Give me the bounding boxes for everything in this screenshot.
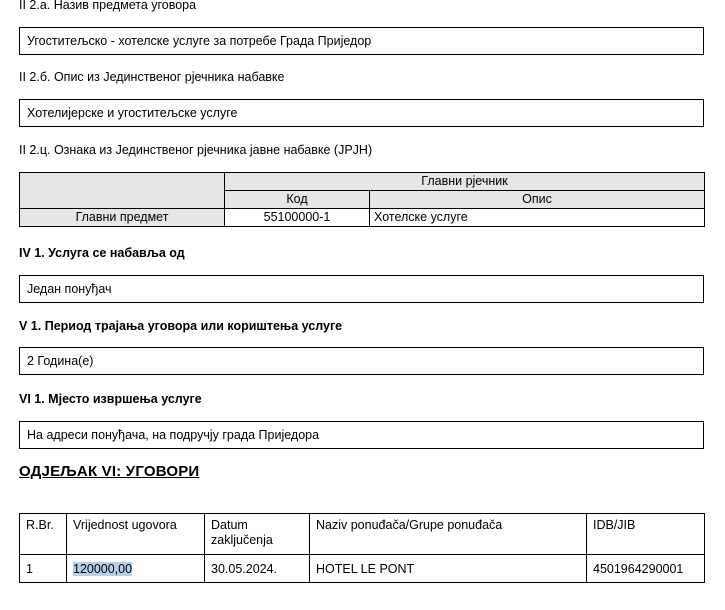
cell-jib: 4501964290001 [587,555,705,583]
place-label: VI 1. Мјесто извршења услуге [19,392,202,406]
col-header-value: Vrijednost ugovora [67,514,205,555]
contract-name-label: II 2.а. Назив предмета уговора [19,0,197,12]
jpjh-label: II 2.ц. Ознака из Јединственог рјечника јавне набавке (ЈРЈН) [19,143,373,157]
period-label: V 1. Период трајања уговора или кориштења услуге [19,319,343,333]
dictionary-header: Главни рјечник [225,173,705,191]
service-value: Један понуђач [19,275,704,303]
col-header-date: Datum zaključenja [205,514,310,555]
dictionary-desc-header: Опис [370,191,705,209]
dictionary-code: 55100000-1 [225,209,370,227]
place-value: На адреси понуђача, на подручју града Приједора [19,421,704,449]
cell-number: 1 [20,555,67,583]
service-label: IV 1. Услуга се набавља од [19,246,185,260]
col-header-bidder: Naziv ponuđača/Grupe ponuđača [310,514,587,555]
col-header-jib: IDB/JIB [587,514,705,555]
period-value: 2 Година(е) [19,347,704,375]
dictionary-empty-cell [20,173,225,209]
cell-value [67,555,205,583]
description-label: II 2.б. Опис из Јединственог рјечника набавке [19,70,285,84]
cell-date: 30.05.2024. [205,555,310,583]
dictionary-table [19,172,705,227]
description-value: Хотелијерске и угоститељске услуге [19,99,704,127]
table-row [20,555,705,583]
contracts-table [19,513,705,583]
cell-bidder: HOTEL LE PONT [310,555,587,583]
dictionary-row-label: Главни предмет [20,209,225,227]
contracts-section-title: ОДЈЕЉАК VI: УГОВОРИ [19,463,200,480]
highlighted-value[interactable]: 120000,00 [73,562,133,576]
contract-name-value: Угоститељско - хотелске услуге за потребе Града Приједор [19,27,704,55]
dictionary-code-header: Код [225,191,370,209]
col-header-number: R.Br. [20,514,67,555]
dictionary-desc: Хотелске услуге [370,209,705,227]
